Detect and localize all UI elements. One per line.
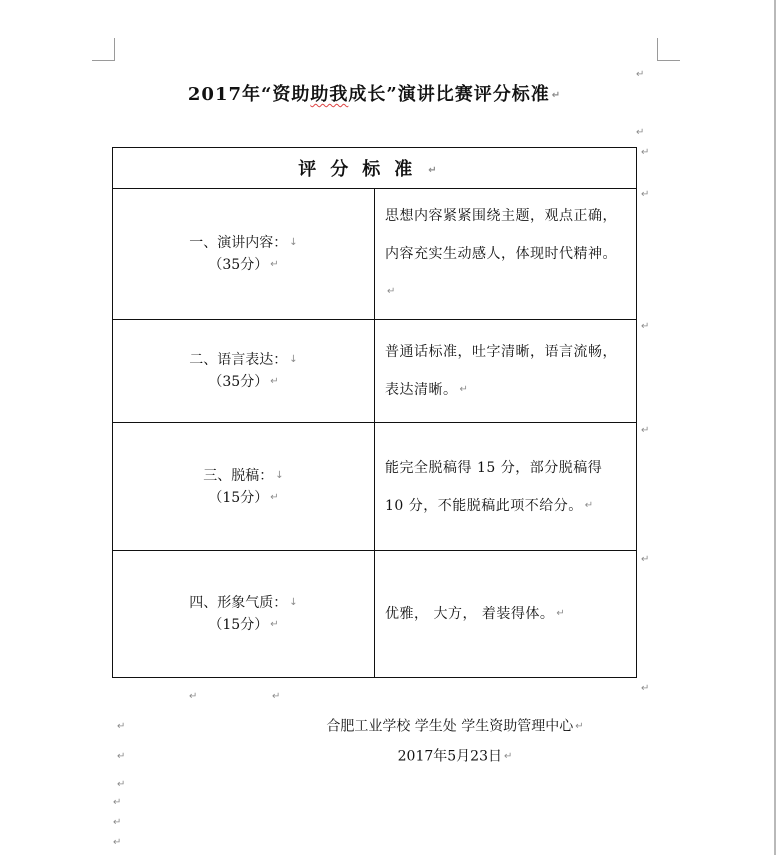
paragraph-mark: ↵ [113, 837, 122, 848]
row-end-mark: ↵ [641, 554, 650, 565]
paragraph-mark: ↵ [113, 817, 122, 828]
paragraph-mark: ↵ [636, 69, 645, 80]
paragraph-mark: ↵ [428, 164, 451, 176]
criteria-description: 优雅， 大方， 着装得体。 [385, 606, 555, 622]
paragraph-mark: ↵ [459, 384, 469, 395]
paragraph-mark: ↵ [584, 499, 594, 511]
category-cell [113, 551, 375, 678]
paragraph-mark: ↵ [189, 691, 198, 702]
row-end-mark: ↵ [641, 321, 650, 332]
points-label: （35分） [208, 257, 269, 273]
paragraph-mark: ↵ [117, 779, 126, 790]
paragraph-mark: ↵ [551, 89, 562, 101]
table-header [113, 148, 637, 189]
criteria-description: 思想内容紧紧围绕主题，观点正确，内容充实生动感人，体现时代精神。 [385, 208, 617, 262]
table-row [113, 320, 637, 423]
paragraph-mark: ↵ [387, 286, 396, 297]
title-suffix: 成长”演讲比赛评分标准 [348, 84, 550, 105]
line-break-mark: ↓ [275, 469, 284, 481]
paragraph-mark: ↵ [272, 691, 281, 702]
crop-mark-top-left [92, 38, 115, 61]
row-end-mark: ↵ [641, 683, 650, 694]
category-label: 二、语言表达： [189, 352, 288, 368]
scoring-criteria-table [112, 147, 637, 678]
table-row [113, 551, 637, 678]
points-label: （15分） [208, 489, 269, 506]
paragraph-mark: ↵ [270, 491, 279, 503]
table-header-text: 评分标准 [298, 159, 427, 180]
category-cell [113, 320, 375, 423]
title-spellcheck-text: 助我 [310, 84, 349, 105]
description-cell [375, 423, 637, 551]
paragraph-mark: ↵ [636, 127, 645, 138]
category-label: 一、演讲内容： [189, 235, 288, 251]
line-break-mark: ↓ [289, 597, 298, 608]
row-end-mark: ↵ [641, 147, 650, 158]
paragraph-mark: ↵ [117, 751, 126, 762]
paragraph-mark: ↵ [113, 797, 122, 808]
description-cell [375, 320, 637, 423]
line-break-mark: ↓ [289, 237, 298, 248]
paragraph-mark: ↵ [575, 721, 584, 732]
line-break-mark: ↓ [289, 354, 298, 365]
category-cell [113, 423, 375, 551]
points-label: （35分） [208, 374, 269, 390]
issue-date: 2017年5月23日 [397, 748, 502, 764]
category-label: 四、形象气质： [189, 595, 288, 611]
paragraph-mark: ↵ [556, 608, 566, 619]
table-row [113, 423, 637, 551]
description-cell [375, 189, 637, 320]
paragraph-mark: ↵ [503, 750, 513, 762]
paragraph-mark: ↵ [117, 721, 126, 732]
organization-name: 合肥工业学校 学生处 学生资助管理中心 [326, 718, 574, 735]
paragraph-mark: ↵ [270, 259, 279, 270]
paragraph-mark: ↵ [270, 376, 279, 387]
criteria-description: 能完全脱稿得 15 分，部分脱稿得 10 分，不能脱稿此项不给分。 [385, 459, 603, 514]
title-prefix: 2017年“资助 [187, 84, 311, 105]
points-label: （15分） [208, 617, 269, 633]
signature-block [290, 712, 620, 771]
criteria-description: 普通话标准，吐字清晰，语言流畅，表达清晰。 [385, 344, 617, 398]
document-title [112, 80, 637, 106]
category-label: 三、脱稿： [203, 467, 274, 484]
row-end-mark: ↵ [641, 425, 650, 436]
row-end-mark: ↵ [641, 189, 650, 200]
description-cell [375, 551, 637, 678]
crop-mark-top-right [657, 38, 680, 61]
paragraph-mark: ↵ [270, 619, 279, 630]
category-cell [113, 189, 375, 320]
table-row [113, 189, 637, 320]
